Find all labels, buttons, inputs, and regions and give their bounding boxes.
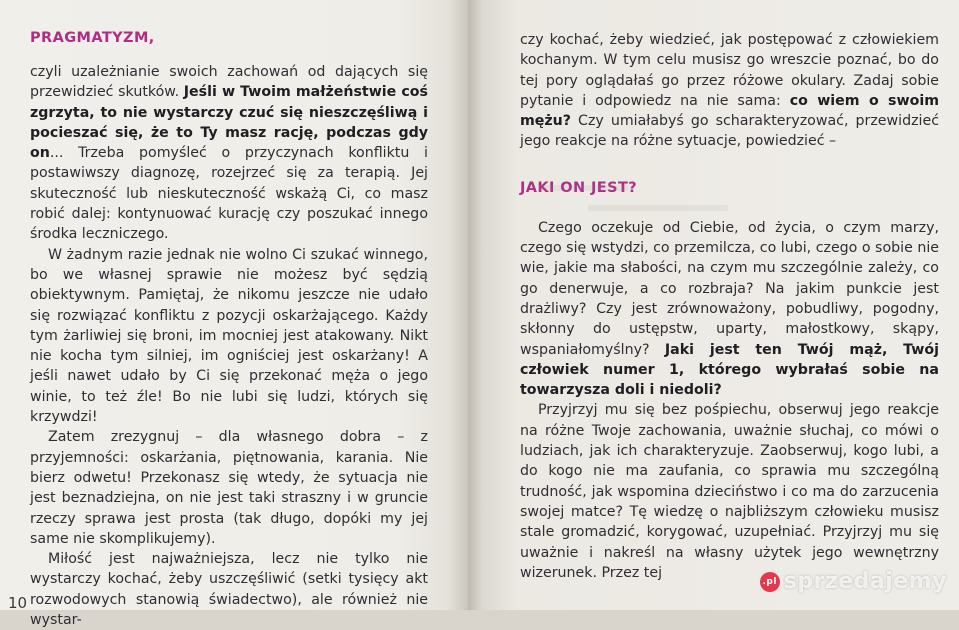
paragraph-text: czyli uzależnianie swoich zachowań od dających się przewidzieć skutków. [30,64,428,101]
paragraph-text: czy kochać, żeby wiedzieć, jak postępować z człowiekiem kochanym. W tym celu musisz go wreszcie poznać, bo do tej pory oglądałaś go przez różowe okulary. Zadaj sobie pytanie i odpowiedz na nie sama: [520,32,939,109]
page-number: 10 [8,594,28,612]
paragraph-4: Miłość jest najważniejsza, lecz nie tylko nie wystarczy kochać, żeby uszczęśliwić (setki tysięcy akt rozwodowych stanowią świadectwo), ale również nie wystar- [30,551,428,629]
section-heading-jaki-on-jest: JAKI ON JEST? [520,179,638,196]
watermark-text: sprzedajemy [783,569,947,594]
watermark [760,569,947,594]
bold-question: co wiem o swoim mężu? [520,92,939,130]
paragraph-text: Czego oczekuje od Ciebie, od życia, o czym marzy, czego się wstydzi, co przemilcza, co lubi, czego o sobie nie wie, jakie ma słabości, na czym mu szczególnie zależy, co go denerwuje, a co rozbraja? Na jakim punkcie jest drażliwy? Czy jest zrównoważony, pobudliwy, pogodny, skłonny do ustępstw, uparty, małostkowy, skąpy, wspaniałomyślny? [520,219,939,358]
paragraph-text: Czy umiałabyś go scharakteryzować, przewidzieć jego reakcje na różne sytuacje, powiedzieć – [520,113,939,150]
section-heading-pragmatyzm: PRAGMATYZM, [30,30,155,46]
paragraph-text: ... Trzeba pomyśleć o przyczynach konfliktu i postawiwszy diagnozę, rozejrzeć się za terapią. Jej skuteczność lub nieskuteczność wskażą Ci, co masz robić dalej: kontynuować kurację czy poszukać innego środka leczniczego. [30,145,428,243]
paragraph-2: W żadnym razie jednak nie wolno Ci szukać winnego, bo we własnej sprawie nie możesz być sędzią obiektywnym. Pamiętaj, że nikomu jeszcze nie udało się rozwiązać konfliktu z pozycji oskarżającego. Każdy tym żarliwiej się broni, im mocniej jest atakowany. Nikt nie kocha tym silniej, im ogniściej jest oskarżany! A jeśli nawet udało by Ci się przekonać męża o jego winie, to też źle! Bo nie lubi się ludzi, których się krzywdzi! [30,246,428,426]
paragraph-3: Zatem zrezygnuj – dla własnego dobra – z przyjemności: oskarżania, piętnowania, karania. Nie bierz odwetu! Przekonasz się wtedy, że sytuacja nie jest beznadziejna, on nie jest taki straszny i w gruncie rzeczy sprawa jest prosta (tak długo, dopóki my jej same nie skomplikujemy). [30,429,428,547]
bold-question: Jaki jest ten Twój mąż, Twój człowiek numer 1, którego wybrałaś sobie na towarzysza doli i niedoli? [520,341,939,399]
left-page [0,0,468,629]
right-page [468,0,959,610]
paragraph-1 [520,30,939,152]
paragraph-2 [520,218,939,401]
bold-statement: Jeśli w Twoim małżeństwie coś zgrzyta, to nie wystarczy czuć się nieszczęśliwą i pocieszać się, że to Ty masz rację, podczas gdy on [30,84,428,162]
paragraph-1 [30,62,428,245]
paragraph-3: Przyjrzyj mu się bez pośpiechu, obserwuj jego reakcje na różne Twoje zachowania, uważnie słuchaj, co mówi o ludziach, jak ich charakteryzuje. Zaobserwuj, kogo lubi, a do kogo nie ma zaufania, co sprawia mu szczególną trudność, jak wspomina dzieciństwo i co ma do zarzucenia swojej matce? Tę wiedzę o najbliższym człowieku musisz stale gromadzić, korygować, uzupełniać. Przyjrzyj mu się uważnie i nakreśl na własny użytek jego wewnętrzny wizerunek. Przez tej [520,402,939,581]
watermark-badge: .pl [760,572,780,592]
bleed-through-shadow [588,205,728,211]
bleed-through-shadow [538,185,628,191]
